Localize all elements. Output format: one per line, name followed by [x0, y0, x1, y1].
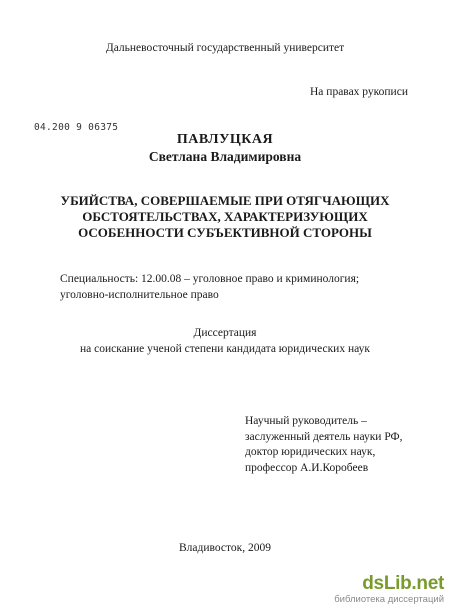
degree-block — [0, 326, 450, 357]
rights-note: На правах рукописи — [310, 86, 408, 98]
author-surname: ПАВЛУЦКАЯ — [176, 132, 274, 147]
university-name: Дальневосточный государственный университет — [105, 42, 345, 54]
archive-stamp: 04.200 9 06375 — [34, 122, 119, 133]
watermark-logo[interactable] — [332, 574, 444, 610]
title-line: ОСОБЕННОСТИ СУБЪЕКТИВНОЙ СТОРОНЫ — [78, 225, 372, 240]
advisor-line: Научный руководитель – — [245, 415, 367, 427]
advisor-block — [245, 414, 403, 476]
advisor-line: профессор А.И.Коробеев — [245, 461, 369, 474]
watermark-logo-text: dsLib.net — [362, 573, 444, 594]
degree-line: Диссертация — [193, 327, 257, 339]
title-line: ОБСТОЯТЕЛЬСТВАХ, ХАРАКТЕРИЗУЮЩИХ — [82, 209, 368, 224]
specialty-line: Специальность: 12.00.08 – уголовное право и криминология; — [60, 273, 360, 285]
author-first-names: Светлана Владимировна — [148, 149, 302, 164]
specialty-line: уголовно-исполнительное право — [60, 288, 219, 301]
advisor-line: заслуженный деятель науки РФ, — [245, 430, 403, 443]
dissertation-title — [0, 193, 450, 241]
city-year: Владивосток, 2009 — [179, 542, 271, 554]
watermark-tagline: библиотека диссертаций — [334, 594, 444, 605]
advisor-line: доктор юридических наук, — [245, 446, 376, 458]
degree-line: на соискание ученой степени кандидата юридических наук — [80, 342, 370, 355]
title-line: УБИЙСТВА, СОВЕРШАЕМЫЕ ПРИ ОТЯГЧАЮЩИХ — [60, 193, 390, 208]
specialty-block — [60, 272, 359, 303]
